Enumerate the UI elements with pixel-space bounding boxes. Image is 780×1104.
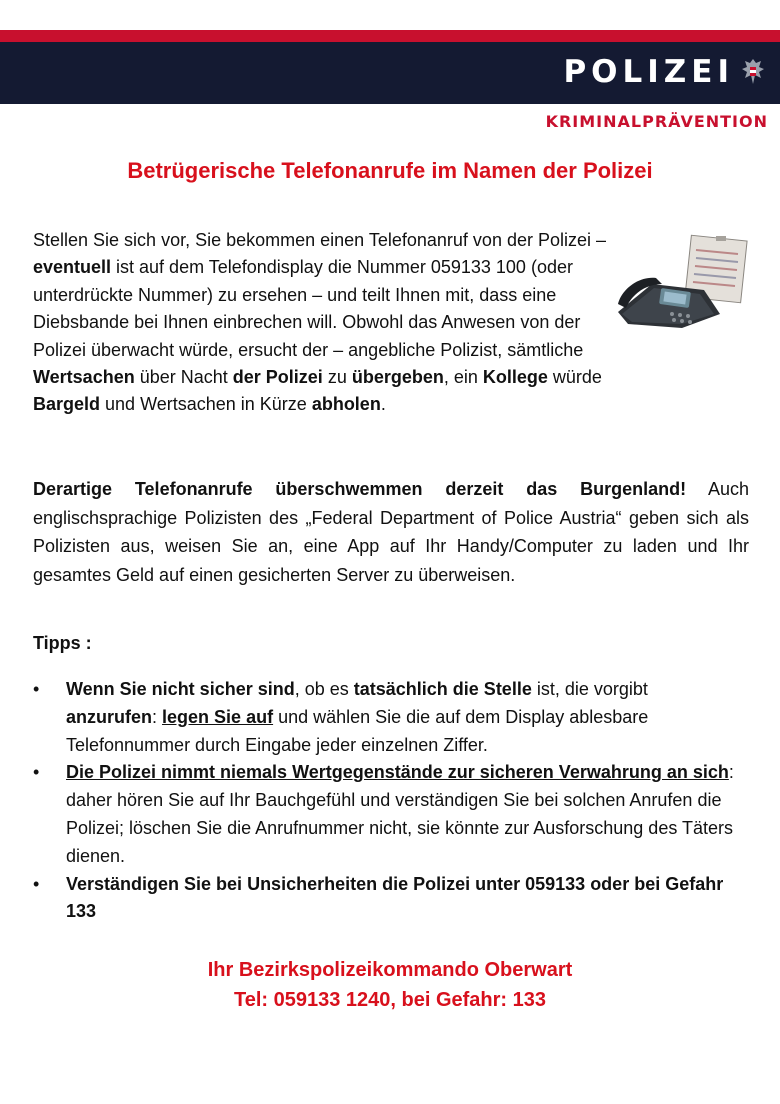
tip-item	[33, 871, 743, 927]
tip-bold: Wenn Sie nicht sicher sind	[66, 679, 295, 699]
intro-bold-abholen: abholen	[311, 394, 381, 415]
tip-item	[33, 759, 743, 870]
page-title: Betrügerische Telefonanrufe im Namen der Polizei	[127, 158, 653, 183]
intro-text: .	[380, 394, 386, 415]
footer-contact	[0, 955, 780, 1015]
intro-paragraph	[33, 227, 633, 419]
intro-text: und Wertsachen in Kürze	[100, 394, 312, 415]
warning-paragraph	[33, 475, 749, 589]
tip-bold: Verständigen Sie bei Unsicherheiten die Polizei unter 059133 oder bei Gefahr 133	[66, 873, 724, 922]
footer-line-phone: Tel: 059133 1240, bei Gefahr: 133	[233, 989, 547, 1011]
telephone-illustration	[612, 232, 752, 332]
tip-text: :	[152, 706, 163, 727]
tip-underlined: Die Polizei nimmt niemals Wertgegenstände zur sicheren Verwahrung an sich	[66, 762, 729, 783]
warning-text: Auch englischsprachige Polizisten des „Federal Department of Police Austria“ geben sich als Polizisten aus, weisen Sie an, eine App auf Ihr Handy/Computer zu laden und Ihr gesamtes Geld auf einen gesicherten Server zu überweisen.	[33, 479, 749, 585]
bullet-icon: •	[33, 873, 40, 894]
austrian-eagle-icon	[740, 56, 766, 88]
intro-bold-eventuell: eventuell	[33, 257, 112, 278]
tip-text: , ob es	[294, 679, 354, 699]
bullet-icon: •	[33, 679, 40, 699]
tip-text: und wählen Sie die auf dem Display ablesbare Telefonnummer durch Eingabe jeder einzelnen Ziffer.	[66, 706, 649, 755]
tip-item	[33, 676, 743, 759]
intro-bold-uebergeben: übergeben	[351, 367, 444, 388]
footer-line-office: Ihr Bezirkspolizeikommando Oberwart	[207, 959, 573, 981]
header-subtitle: KRIMINALPRÄVENTION	[545, 112, 768, 131]
tip-bold: tatsächlich die Stelle	[353, 679, 532, 699]
intro-bold-wertsachen: Wertsachen	[33, 367, 135, 388]
tip-text: : daher hören Sie auf Ihr Bauchgefühl und verständigen Sie bei solchen Anrufen die Polizei; löschen Sie die Anrufnummer nicht, sie könnte zur Ausforschung des Täters dienen.	[66, 762, 734, 866]
warning-bold: Derartige Telefonanrufe überschwemmen derzeit das Burgenland!	[33, 479, 687, 499]
bullet-icon: •	[33, 762, 40, 783]
intro-text: , ein	[443, 367, 483, 388]
tip-underlined: legen Sie auf	[162, 706, 274, 727]
polizei-logo	[563, 54, 766, 90]
intro-bold-bargeld: Bargeld	[33, 394, 101, 415]
tips-heading: Tipps :	[33, 633, 92, 653]
tip-bold: anzurufen	[66, 706, 153, 727]
intro-bold-polizei: der Polizei	[232, 367, 323, 388]
intro-bold-kollege: Kollege	[482, 367, 548, 388]
intro-text: über Nacht	[134, 367, 233, 388]
tip-text: ist, die vorgibt	[531, 679, 648, 699]
intro-text: Stellen Sie sich vor, Sie bekommen einen Telefonanruf von der Polizei –	[33, 230, 607, 250]
tips-list	[33, 676, 743, 926]
intro-text: zu	[322, 367, 352, 388]
intro-text: würde	[547, 367, 602, 388]
logo-text: POLIZEI	[563, 54, 734, 90]
intro-text: ist auf dem Telefondisplay die Nummer 059133 100 (oder unterdrückte Nummer) zu ersehen – und teilt Ihnen mit, dass eine Diebsbande bei Ihnen einbrechen will. Obwohl das Anwesen von der Polizei überwacht würde, ersucht der – angebliche Polizist, sämtliche	[33, 257, 584, 360]
header-red-stripe	[0, 30, 780, 42]
